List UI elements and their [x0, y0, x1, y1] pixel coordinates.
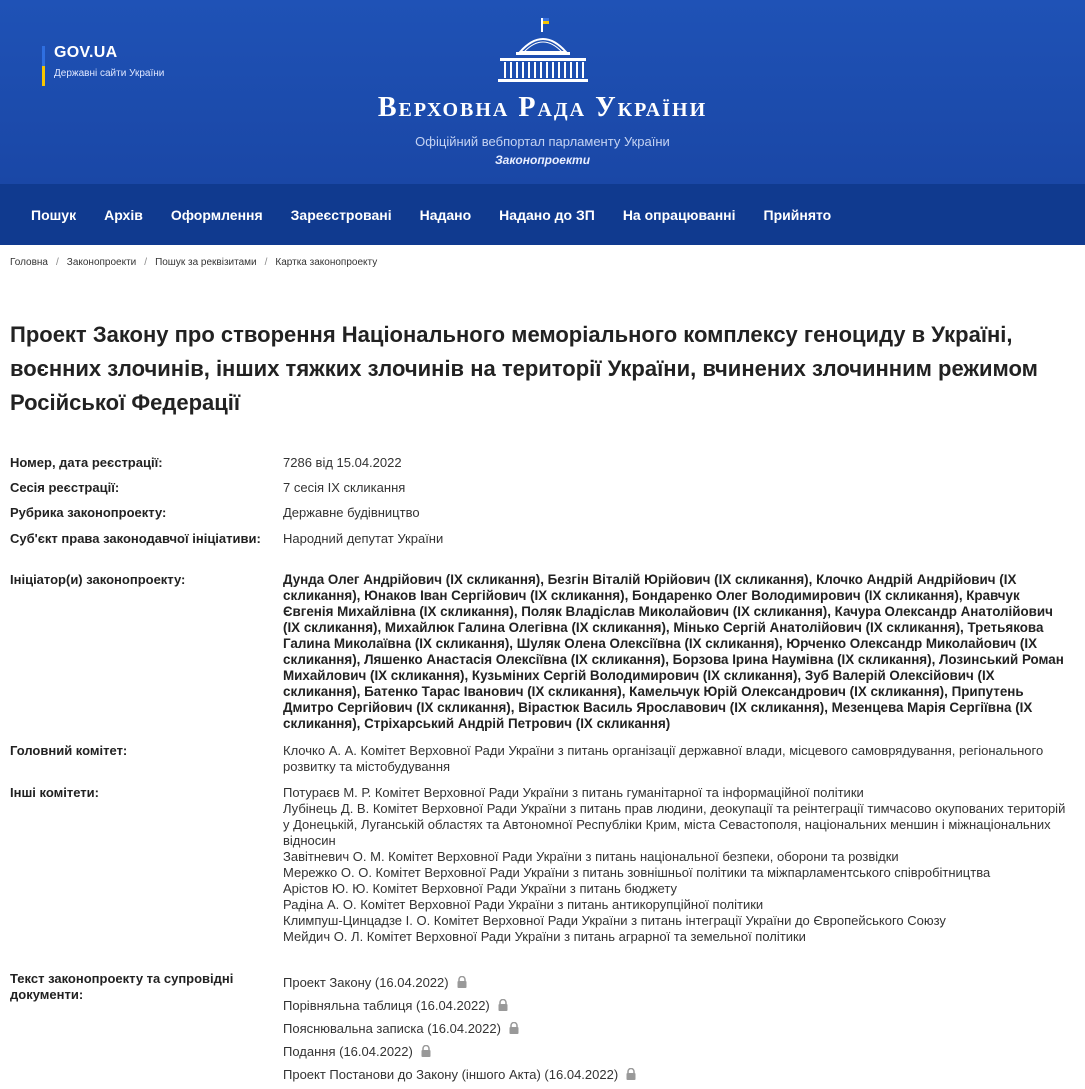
document-item[interactable] [283, 1017, 1073, 1040]
parliament-building-icon[interactable] [496, 16, 590, 86]
nav-submitted[interactable]: Надано [419, 206, 472, 223]
site-header [0, 0, 1085, 184]
document-link[interactable]: Проект Постанови до Закону (іншого Акта) (16.04.2022) [283, 1066, 619, 1082]
document-link[interactable]: Проект Закону (16.04.2022) [283, 974, 449, 990]
nav-registered[interactable]: Зареєстровані [290, 206, 392, 223]
field-label: Номер, дата реєстрації: [10, 455, 163, 470]
site-title[interactable]: Верховна Рада України [377, 92, 708, 123]
document-item[interactable] [283, 1063, 1073, 1086]
lock-icon [508, 1022, 520, 1034]
breadcrumb-separator: / [56, 257, 59, 268]
lock-icon [497, 999, 509, 1011]
breadcrumb-bills[interactable]: Законопроекти [66, 257, 137, 268]
gov-ua-subtitle: Державні сайти України [54, 68, 165, 79]
nav-search[interactable]: Пошук [31, 206, 77, 223]
breadcrumb-search[interactable]: Пошук за реквізитами [155, 257, 257, 268]
field-value: Клочко А. А. Комітет Верховної Ради України з питань організації державної влади, місцевого самоврядування, регіонального розвитку та містобудування [283, 743, 1044, 774]
breadcrumb-home[interactable]: Головна [10, 257, 48, 268]
document-link[interactable]: Пояснювальна записка (16.04.2022) [283, 1020, 501, 1036]
page-title: Проект Закону про створення Національного меморіального комплексу геноциду в Україні, воєнних злочинів, інших тяжких злочинів на території України, вчинених злочинним режимом Російської Федерації [10, 322, 1038, 415]
flag-bar [42, 46, 45, 86]
document-link[interactable]: Подання (16.04.2022) [283, 1043, 413, 1059]
field-label: Інші комітети: [10, 785, 99, 800]
lock-icon [625, 1068, 637, 1080]
breadcrumb-current: Картка законопроекту [275, 257, 378, 268]
main-nav [0, 184, 1085, 245]
field-value: 7 сесія IX скликання [283, 480, 406, 495]
nav-adopted[interactable]: Прийнято [763, 206, 832, 223]
nav-processing[interactable]: На опрацюванні [622, 206, 736, 223]
field-value: Державне будівництво [283, 505, 420, 520]
field-label: Рубрика законопроекту: [10, 505, 167, 520]
document-link[interactable]: Порівняльна таблиця (16.04.2022) [283, 997, 490, 1013]
field-label: Суб'єкт права законодавчої ініціативи: [10, 531, 261, 546]
site-subtitle: Офіційний вебпортал парламенту України [415, 134, 670, 149]
field-value: Дунда Олег Андрійович (IX скликання), Безгін Віталій Юрійович (IX скликання), Клочко Андрій Андрійович (IX скликання), Юнаков Іван Сергійович (IX скликання), Бондаренко Олег Володимирович (IX скликання), Кравчук Євгенія Михайлівна (IX скликання), Поляк Владіслав Миколайович (IX скликання), Качура Олександр Анатолійович (IX скликання), Михайлюк Галина Олегівна (IX скликання), Мінько Сергій Анатолійович (IX скликання), Третьякова Галина Миколаївна (IX скликання), Шуляк Олена Олексіївна (IX скликання), Юрченко Олександр Миколайович (IX скликання), Ляшенко Анастасія Олексіївна (IX скликання), Борзова Ірина Наумівна (IX скликання), Лозинський Роман Михайлович (IX скликання), Кузьміних Сергій Володимирович (IX скликання), Зуб Валерій Олексійович (IX скликання), Батенко Тарас Іванович (IX скликання), Камельчук Юрій Олександрович (IX скликання), Припутень Дмитро Сергійович (IX скликання), Вірастюк Василь Ярославович (IX скликання), Мезенцева Марія Сергіївна (IX скликання), Стріхарський Андрій Петрович (IX скликання) [283, 572, 1064, 731]
gov-ua-title: GOV.UA [54, 44, 118, 61]
document-list [283, 971, 1073, 1086]
lock-icon [456, 976, 468, 988]
breadcrumb-separator: / [144, 257, 148, 268]
site-section: Законопроекти [494, 153, 591, 167]
committee-item: Мейдич О. Л. Комітет Верховної Ради України з питань аграрної та земельної політики [283, 929, 806, 944]
document-item[interactable] [283, 971, 1073, 994]
lock-icon [420, 1045, 432, 1057]
field-label: Текст законопроекту та супровідні документи: [10, 971, 234, 1002]
field-value: Народний депутат України [283, 531, 444, 546]
field-label: Ініціатор(и) законопроекту: [10, 572, 186, 587]
committee-item: Арістов Ю. Ю. Комітет Верховної Ради України з питань бюджету [283, 881, 677, 896]
nav-submitted-zp[interactable]: Надано до ЗП [499, 206, 595, 223]
committee-item: Завітневич О. М. Комітет Верховної Ради України з питань національної безпеки, оборони та розвідки [283, 849, 899, 864]
committee-item: Климпуш-Цинцадзе І. О. Комітет Верховної Ради України з питань інтеграції України до Європейського Союзу [283, 913, 946, 928]
field-label: Сесія реєстрації: [10, 480, 120, 495]
field-value: 7286 від 15.04.2022 [283, 455, 402, 470]
committee-item: Мережко О. О. Комітет Верховної Ради України з питань зовнішньої політики та міжпарламентського співробітництва [283, 865, 991, 880]
nav-archive[interactable]: Архів [104, 206, 143, 223]
document-item[interactable] [283, 1040, 1073, 1063]
gov-ua-link[interactable] [42, 44, 164, 79]
document-item[interactable] [283, 994, 1073, 1017]
breadcrumb [10, 257, 377, 268]
committee-item: Радіна А. О. Комітет Верховної Ради України з питань антикорупційної політики [283, 897, 764, 912]
committee-item: Лубінець Д. В. Комітет Верховної Ради України з питань прав людини, деокупації та реінтеграції тимчасово окупованих територій у Донецькій, Луганській областях та Автономної Республіки Крим, міста Севастополя, національних меншин і міжнаціональних відносин [283, 801, 1066, 848]
nav-formatting[interactable]: Оформлення [170, 206, 263, 223]
field-label: Головний комітет: [10, 743, 128, 758]
committee-list [283, 785, 1073, 945]
committee-item: Потураєв М. Р. Комітет Верховної Ради України з питань гуманітарної та інформаційної політики [283, 785, 864, 800]
breadcrumb-separator: / [264, 257, 268, 268]
